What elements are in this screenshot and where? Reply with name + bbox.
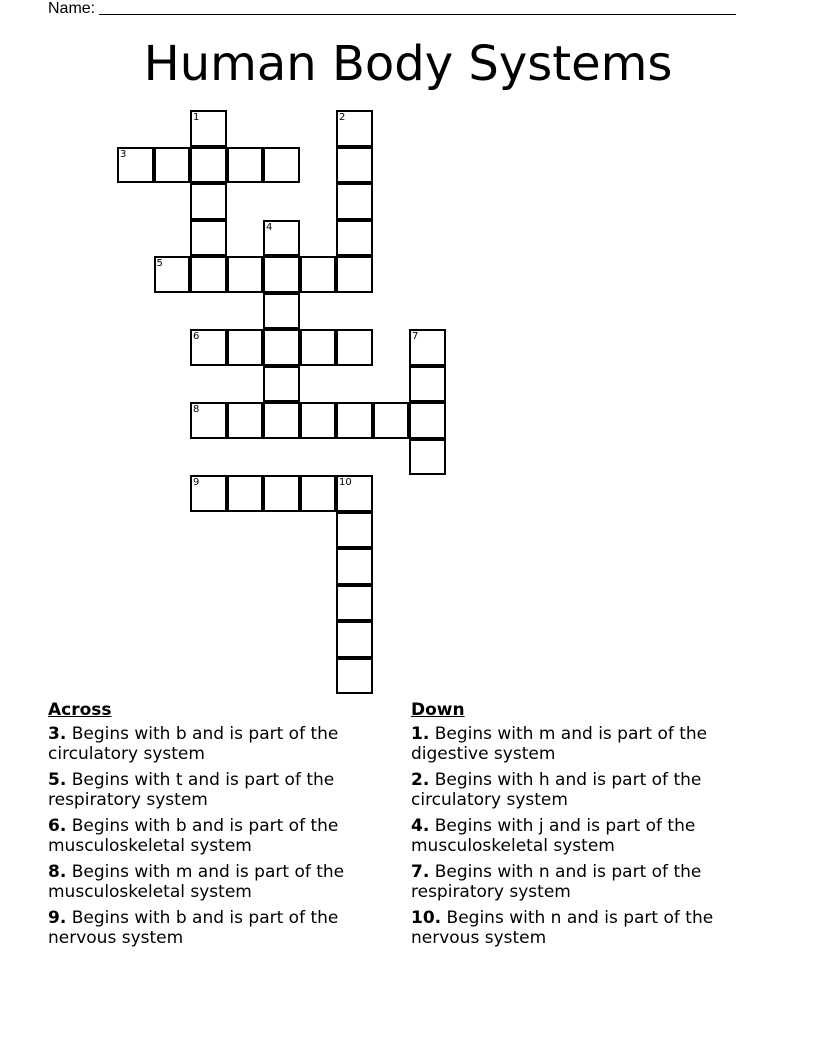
across-clue-3: 3. Begins with b and is part of the circulatory system — [48, 724, 339, 764]
crossword-cell[interactable] — [263, 147, 300, 184]
across-clue-5: 5. Begins with t and is part of the respiratory system — [48, 770, 335, 810]
crossword-cell[interactable] — [154, 256, 191, 293]
clue-number: 10 — [339, 477, 352, 488]
crossword-cell[interactable] — [336, 621, 373, 658]
across-clue-9: 9. Begins with b and is part of the nervous system — [48, 908, 339, 948]
crossword-cell[interactable] — [409, 329, 446, 366]
across-clue-8: 8. Begins with m and is part of the musculoskeletal system — [48, 862, 345, 902]
crossword-cell[interactable] — [336, 585, 373, 622]
name-label: Name: — [48, 0, 96, 17]
down-clue-7: 7. Begins with n and is part of the respiratory system — [411, 862, 702, 902]
crossword-cell[interactable] — [190, 475, 227, 512]
down-heading: Down — [411, 700, 465, 720]
crossword-cell[interactable] — [300, 329, 337, 366]
crossword-cell[interactable] — [300, 256, 337, 293]
crossword-cell[interactable] — [336, 256, 373, 293]
crossword-cell[interactable] — [117, 147, 154, 184]
clue-number: 3 — [120, 148, 127, 160]
crossword-cell[interactable] — [263, 220, 300, 257]
crossword-cell[interactable] — [336, 658, 373, 695]
crossword-cell[interactable] — [336, 548, 373, 585]
crossword-cell[interactable] — [409, 402, 446, 439]
crossword-cell[interactable] — [227, 329, 264, 366]
crossword-cell[interactable] — [336, 512, 373, 549]
crossword-cell[interactable] — [373, 402, 410, 439]
crossword-cell[interactable] — [263, 475, 300, 512]
clue-number: 8 — [193, 404, 200, 415]
clue-number: 6 — [193, 331, 200, 342]
crossword-cell[interactable] — [190, 256, 227, 293]
clue-number: 2 — [339, 112, 346, 123]
clue-number: 9 — [193, 477, 200, 488]
crossword-cell[interactable] — [336, 402, 373, 439]
crossword-cell[interactable] — [336, 220, 373, 257]
across-clues — [48, 700, 388, 954]
crossword-cell[interactable] — [300, 475, 337, 512]
crossword-cell[interactable] — [190, 147, 227, 184]
name-underline[interactable] — [99, 0, 736, 15]
crossword-cell[interactable] — [190, 329, 227, 366]
clue-number: 4 — [266, 221, 273, 233]
clue-number: 1 — [193, 112, 200, 123]
crossword-cell[interactable] — [154, 147, 191, 184]
down-clue-4: 4. Begins with j and is part of the musculoskeletal system — [411, 816, 696, 856]
crossword-cell[interactable] — [263, 256, 300, 293]
crossword-cell[interactable] — [336, 475, 373, 512]
across-heading: Across — [48, 700, 112, 720]
clue-number: 7 — [412, 331, 419, 342]
crossword-cell[interactable] — [300, 402, 337, 439]
crossword-cell[interactable] — [190, 110, 227, 147]
crossword-cell[interactable] — [336, 183, 373, 220]
down-clue-1: 1. Begins with m and is part of the digestive system — [411, 724, 708, 764]
crossword-cell[interactable] — [227, 402, 264, 439]
clue-number: 5 — [156, 258, 163, 269]
across-clue-6: 6. Begins with b and is part of the musculoskeletal system — [48, 816, 339, 856]
down-clue-2: 2. Begins with h and is part of the circulatory system — [411, 770, 702, 810]
page-title: Human Body Systems — [143, 36, 673, 92]
crossword-cell[interactable] — [336, 147, 373, 184]
crossword-cell[interactable] — [190, 183, 227, 220]
crossword-cell[interactable] — [336, 329, 373, 366]
crossword-cell[interactable] — [263, 402, 300, 439]
crossword-cell[interactable] — [263, 293, 300, 330]
crossword-cell[interactable] — [227, 147, 264, 184]
name-field[interactable] — [48, 0, 736, 18]
crossword-cell[interactable] — [227, 475, 264, 512]
crossword-cell[interactable] — [263, 366, 300, 403]
down-clue-10: 10. Begins with n and is part of the nervous system — [411, 908, 714, 948]
crossword-cell[interactable] — [190, 402, 227, 439]
crossword-cell[interactable] — [263, 329, 300, 366]
crossword-cell[interactable] — [409, 439, 446, 476]
crossword-cell[interactable] — [409, 366, 446, 403]
crossword-cell[interactable] — [336, 110, 373, 147]
down-clues — [411, 700, 751, 954]
crossword-cell[interactable] — [190, 220, 227, 257]
crossword-cell[interactable] — [227, 256, 264, 293]
